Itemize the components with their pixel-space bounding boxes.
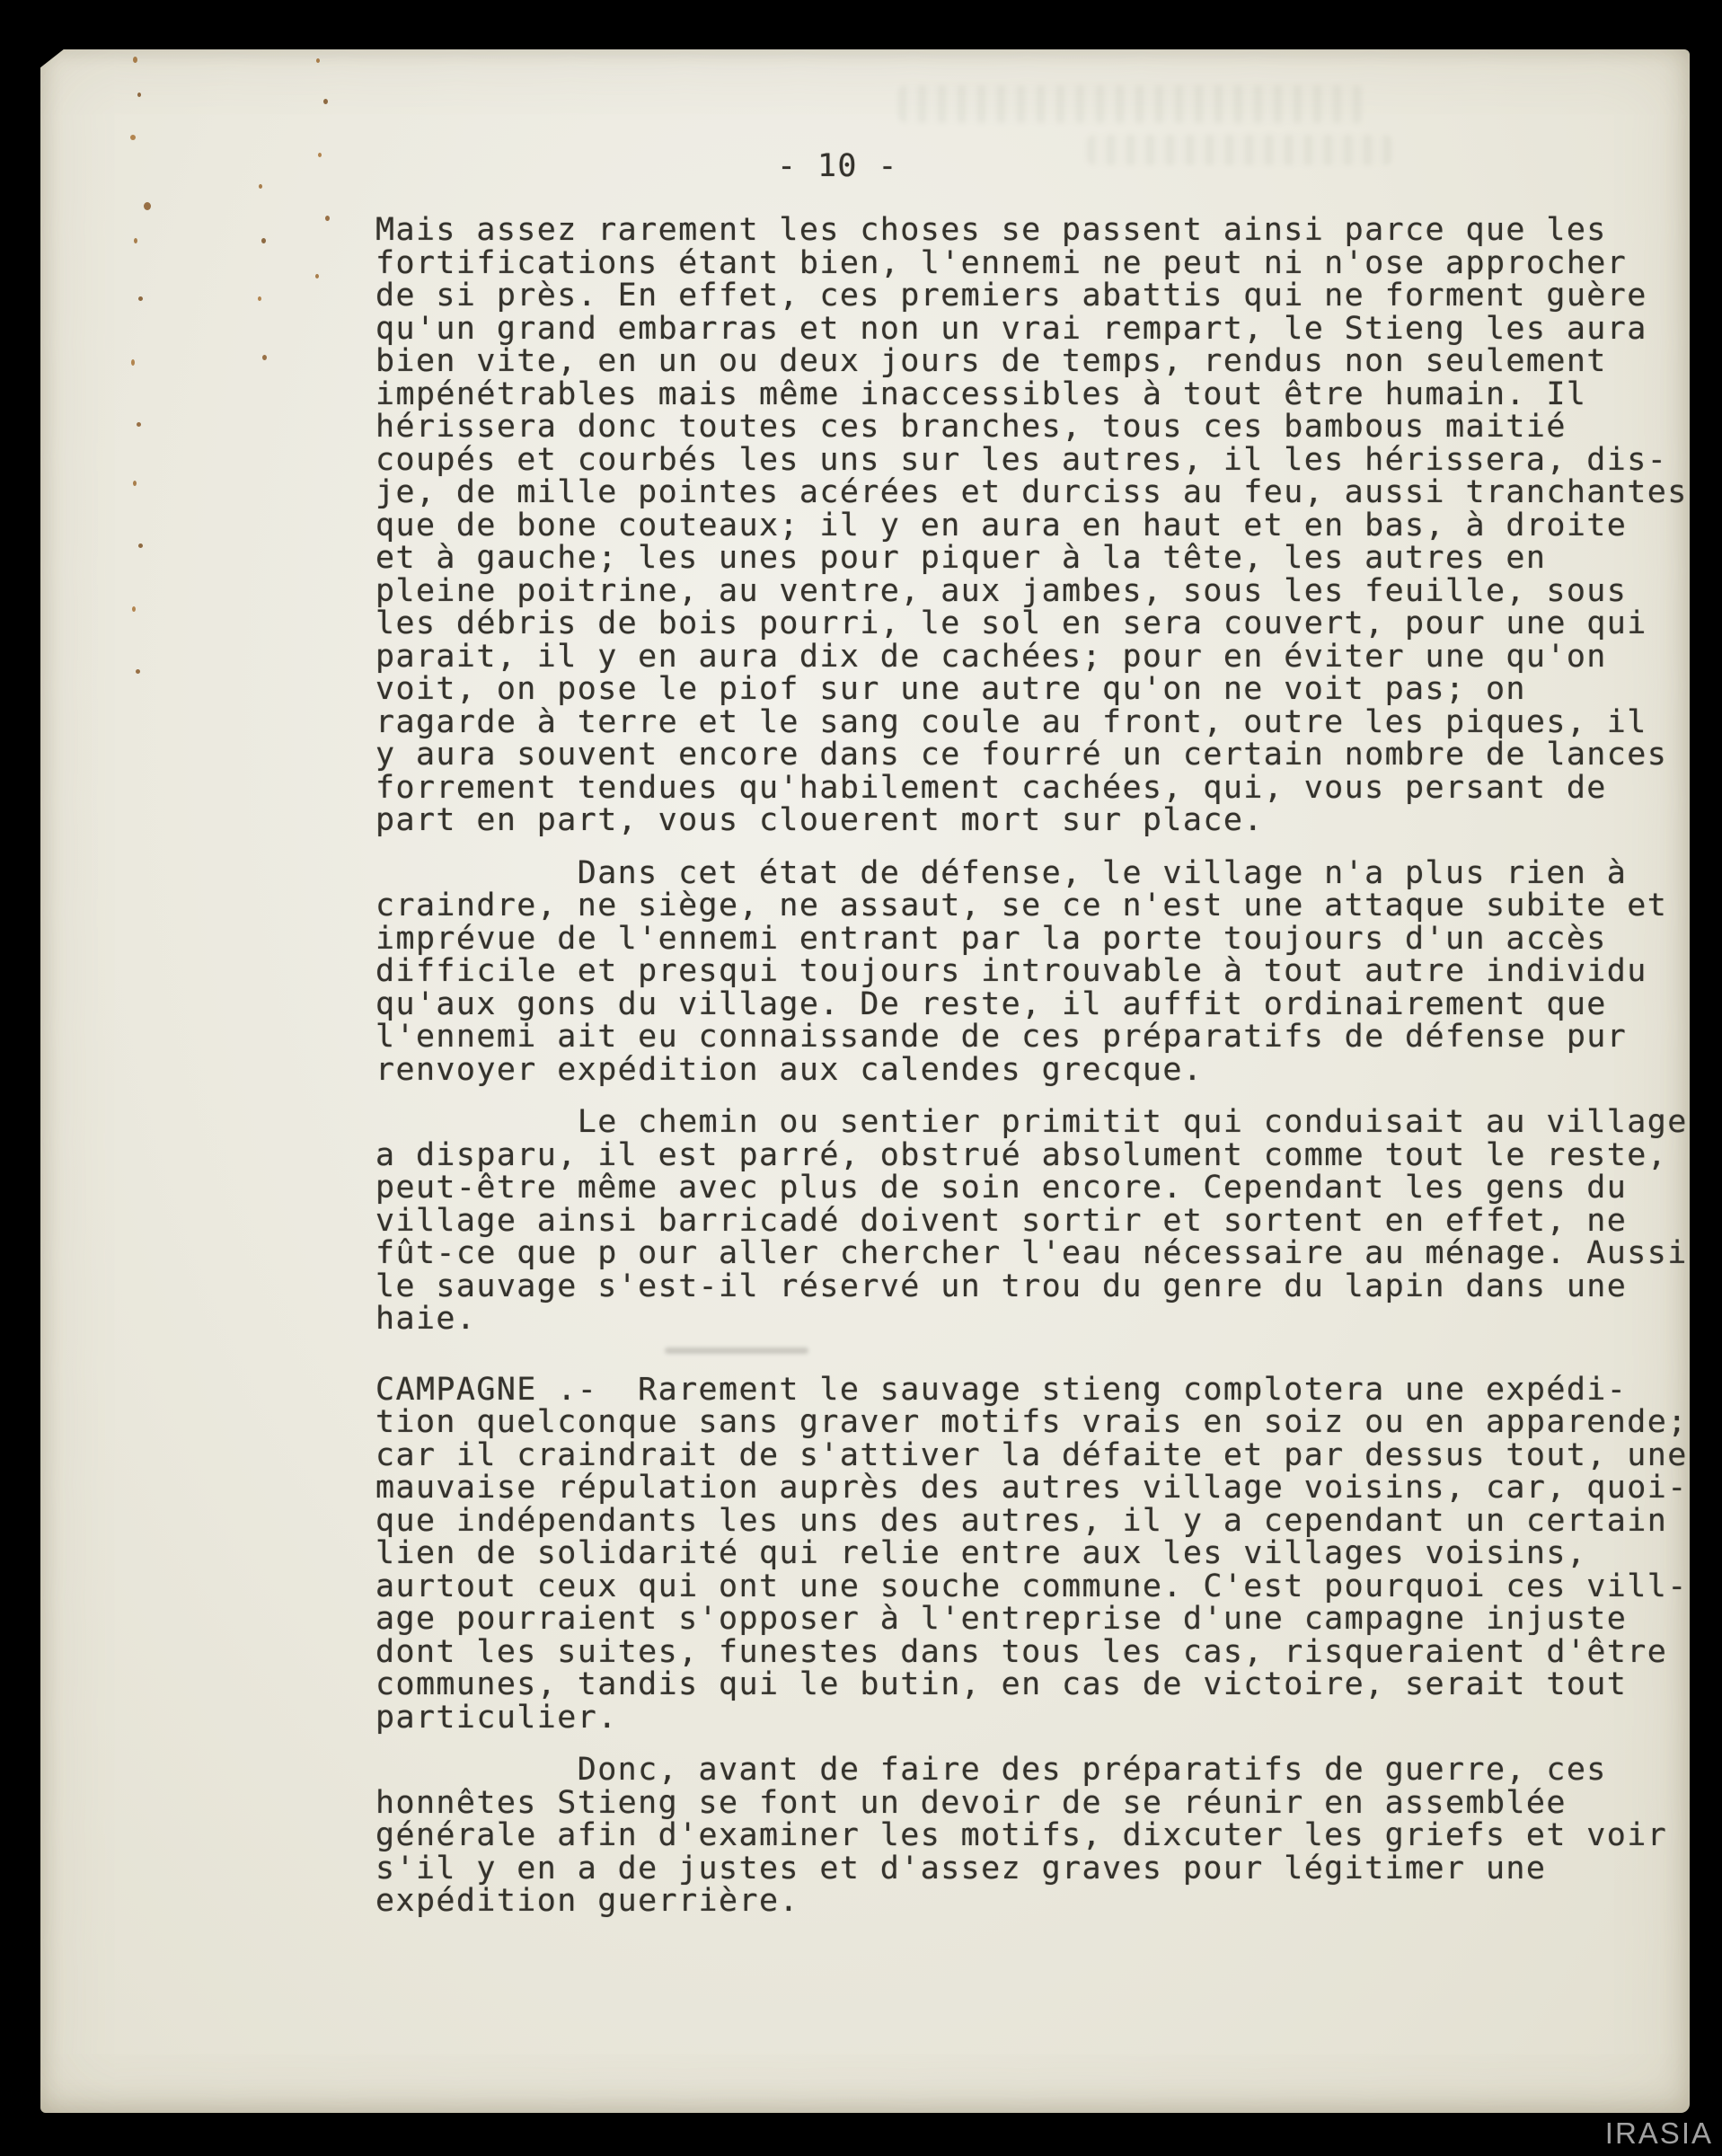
rust-stain	[137, 93, 141, 97]
document-page	[40, 49, 1690, 2113]
typed-text	[375, 214, 1705, 1918]
text-line: dont les suites, funestes dans tous les cas, risqueraient d'être	[375, 1633, 1668, 1670]
rust-stain	[136, 669, 140, 674]
text-line: qu'aux gons du village. De reste, il auffit ordinairement que	[375, 985, 1607, 1022]
rust-stain	[258, 296, 261, 301]
text-line: pleine poitrine, au ventre, aux jambes, sous les feuille, sous	[375, 572, 1628, 609]
rust-stain	[316, 58, 320, 63]
watermark: IRASIA	[1604, 2116, 1713, 2150]
text-line: aurtout ceux qui ont une souche commune. C'est pourquoi ces vill-	[375, 1568, 1688, 1604]
text-line: age pourraient s'opposer à l'entreprise d'une campagne injuste	[375, 1601, 1628, 1637]
rust-stain	[261, 238, 266, 243]
text-line: peut-être même avec plus de soin encore. Cependant les gens du	[375, 1170, 1628, 1206]
text-line: part en part, vous clouerent mort sur place.	[375, 802, 1264, 838]
rust-stain	[315, 274, 319, 278]
text-line: fortifications étant bien, l'ennemi ne peut ni n'ose approcher	[375, 244, 1628, 281]
paragraph	[375, 1754, 1705, 1918]
rust-stain	[138, 296, 143, 301]
rust-stain	[130, 135, 136, 140]
text-line: Mais assez rarement les choses se passent ainsi parce que les	[375, 212, 1607, 248]
paragraph	[375, 854, 1705, 1088]
text-line: honnêtes Stieng se font un devoir de se réunir en assemblée	[375, 1784, 1567, 1821]
text-line: voit, on pose le piof sur une autre qu'on ne voit pas; on	[375, 671, 1526, 707]
rust-stain	[323, 99, 328, 104]
rust-stain	[137, 422, 141, 427]
text-line: a disparu, il est parré, obstrué absolument comme tout le reste,	[375, 1136, 1668, 1173]
ghost-print-smudge	[1087, 135, 1392, 165]
text-line: que de bone couteaux; il y en aura en haut et en bas, à droite	[375, 507, 1628, 543]
text-line: imprévue de l'ennemi entrant par la porte toujours d'un accès	[375, 920, 1607, 957]
text-line: communes, tandis qui le butin, en cas de victoire, serait tout	[375, 1666, 1628, 1702]
text-line: que indépendants les uns des autres, il y a cependant un certain	[375, 1502, 1668, 1539]
rust-stain	[133, 481, 137, 486]
text-line: coupés et courbés les uns sur les autres, il les hérissera, dis-	[375, 441, 1668, 478]
rust-stain	[325, 216, 330, 221]
text-line: ragarde à terre et le sang coule au front, outre les piques, il	[375, 703, 1647, 740]
rust-stain	[134, 238, 137, 243]
text-line: Donc, avant de faire des préparatifs de guerre, ces	[375, 1752, 1607, 1788]
text-line: particulier.	[375, 1699, 618, 1736]
pencil-smudge	[665, 1348, 808, 1354]
rust-stain	[318, 153, 322, 157]
text-line: qu'un grand embarras et non un vrai rempart, le Stieng les aura	[375, 310, 1647, 347]
rust-stain	[133, 57, 137, 63]
text-line: tion quelconque sans graver motifs vrais en soiz ou en apparende;	[375, 1404, 1688, 1440]
text-line: fût-ce que p our aller chercher l'eau nécessaire au ménage. Aussi	[375, 1235, 1688, 1271]
text-line: bien vite, en un ou deux jours de temps, rendus non seulement	[375, 343, 1607, 379]
text-line: difficile et presqui toujours introuvable à tout autre individu	[375, 953, 1647, 989]
rust-stain	[131, 359, 135, 366]
text-line: y aura souvent encore dans ce fourré un certain nombre de lances	[375, 737, 1668, 773]
text-line: Dans cet état de défense, le village n'a plus rien à	[375, 854, 1628, 891]
text-line: craindre, ne siège, ne assaut, se ce n'est une attaque subite et	[375, 888, 1668, 923]
paragraph	[375, 1106, 1705, 1336]
text-line: les débris de bois pourri, le sol en sera couvert, pour une qui	[375, 605, 1647, 641]
text-line: CAMPAGNE .- Rarement le sauvage stieng complotera une expédi-	[375, 1371, 1628, 1408]
paragraph	[375, 1371, 1705, 1736]
text-line: hérissera donc toutes ces branches, tous ces bambous maitié	[375, 409, 1567, 445]
ghost-print-smudge	[898, 85, 1365, 123]
paragraph	[375, 214, 1705, 837]
rust-stain	[262, 355, 267, 360]
text-line: lien de solidarité qui relie entre aux les villages voisins,	[375, 1535, 1587, 1571]
rust-stain	[259, 184, 262, 189]
page-number: - 10 -	[777, 148, 898, 184]
text-line: expédition guerrière.	[375, 1883, 799, 1919]
text-line: forrement tendues qu'habilement cachées, qui, vous persant de	[375, 769, 1607, 806]
text-line: de si près. En effet, ces premiers abattis qui ne forment guère	[375, 278, 1647, 314]
text-line: le sauvage s'est-il réservé un trou du genre du lapin dans une	[375, 1268, 1628, 1304]
text-line: car il craindrait de s'attiver la défaite et par dessus tout, une	[375, 1436, 1688, 1473]
text-line: Le chemin ou sentier primitit qui conduisait au village	[375, 1104, 1688, 1140]
corner-fold	[40, 49, 65, 68]
text-line: parait, il y en aura dix de cachées; pour en éviter une qu'on	[375, 638, 1607, 675]
text-line: renvoyer expédition aux calendes grecque.	[375, 1051, 1204, 1088]
text-line: générale afin d'examiner les motifs, dixcuter les griefs et voir	[375, 1817, 1668, 1853]
text-line: impénétrables mais même inaccessibles à tout être humain. Il	[375, 376, 1587, 412]
rust-stain	[144, 202, 151, 210]
text-line: je, de mille pointes acérées et durciss au feu, aussi tranchantes	[375, 474, 1688, 510]
rust-stain	[132, 606, 136, 612]
text-line: mauvaise répulation auprès des autres village voisins, car, quoi-	[375, 1470, 1688, 1506]
text-line: et à gauche; les unes pour piquer à la tête, les autres en	[375, 540, 1547, 576]
text-line: village ainsi barricadé doivent sortir et sortent en effet, ne	[375, 1202, 1628, 1239]
text-line: l'ennemi ait eu connaissande de ces préparatifs de défense pur	[375, 1019, 1628, 1055]
rust-stain	[138, 543, 143, 548]
text-line: s'il y en a de justes et d'assez graves pour légitimer une	[375, 1850, 1547, 1886]
text-line: haie.	[375, 1301, 477, 1337]
